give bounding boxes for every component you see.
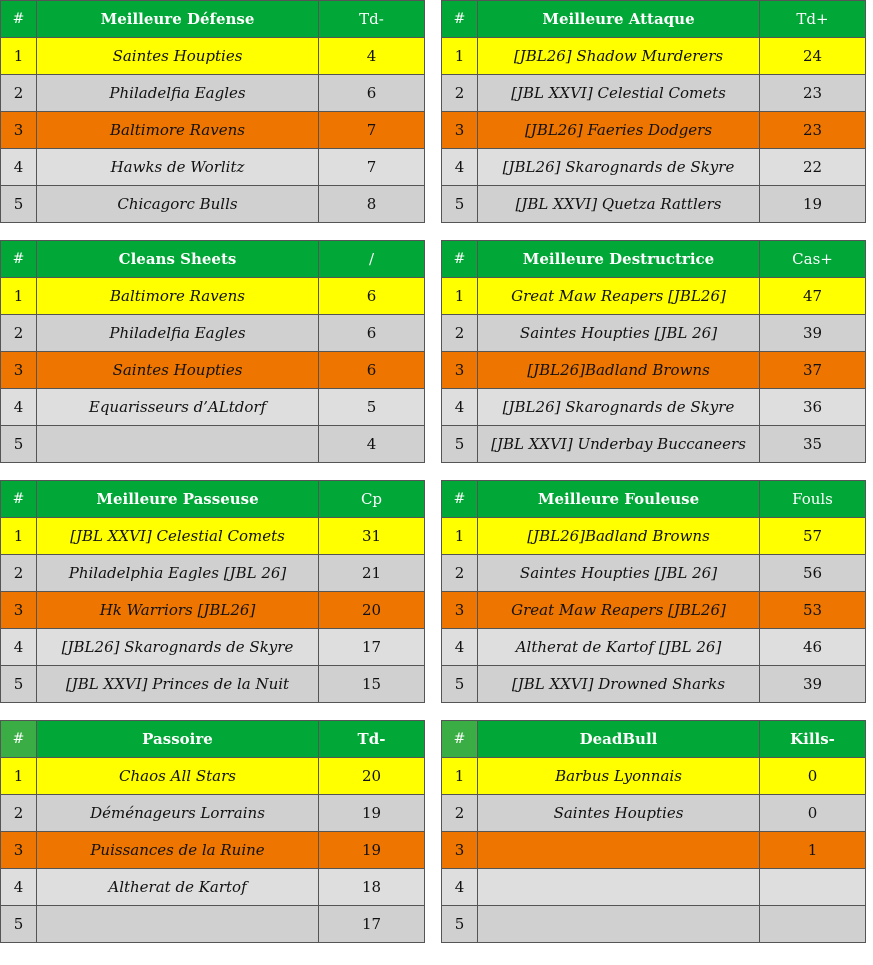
team-name-cell: Philadelphia Eagles [JBL 26] bbox=[37, 555, 319, 592]
rank-column-header: # bbox=[442, 721, 478, 758]
stat-value-cell: 6 bbox=[319, 352, 425, 389]
stat-value-cell: 53 bbox=[760, 592, 866, 629]
rank-cell: 2 bbox=[442, 315, 478, 352]
table-meilleure-destructrice bbox=[441, 240, 866, 463]
team-name-cell: Saintes Houpties [JBL 26] bbox=[478, 555, 760, 592]
team-name-cell: Baltimore Ravens bbox=[37, 112, 319, 149]
rank-column-header: # bbox=[1, 1, 37, 38]
table-row bbox=[442, 149, 866, 186]
rank-cell: 3 bbox=[442, 352, 478, 389]
table-row bbox=[442, 869, 866, 906]
team-name-cell bbox=[478, 906, 760, 943]
table-row bbox=[1, 795, 425, 832]
stat-value-cell: 31 bbox=[319, 518, 425, 555]
team-name-cell: Puissances de la Ruine bbox=[37, 832, 319, 869]
rank-cell: 4 bbox=[1, 869, 37, 906]
team-name-cell: [JBL26] Skarognards de Skyre bbox=[478, 149, 760, 186]
rank-cell: 1 bbox=[442, 518, 478, 555]
stat-value-cell: 1 bbox=[760, 832, 866, 869]
rank-cell: 4 bbox=[442, 389, 478, 426]
team-name-cell: [JBL XXVI] Princes de la Nuit bbox=[37, 666, 319, 703]
table-header-row bbox=[1, 481, 425, 518]
table-header-row bbox=[1, 1, 425, 38]
stat-column-header: Cp bbox=[319, 481, 425, 518]
table-row bbox=[442, 629, 866, 666]
rank-cell: 1 bbox=[1, 758, 37, 795]
team-name-cell bbox=[37, 426, 319, 463]
rank-cell: 3 bbox=[1, 832, 37, 869]
table-row bbox=[1, 315, 425, 352]
stat-value-cell: 47 bbox=[760, 278, 866, 315]
team-name-cell: [JBL26] Skarognards de Skyre bbox=[478, 389, 760, 426]
rank-cell: 3 bbox=[442, 112, 478, 149]
rank-cell: 2 bbox=[1, 75, 37, 112]
table-row bbox=[1, 906, 425, 943]
table-row bbox=[1, 758, 425, 795]
stat-column-header: Cas+ bbox=[760, 241, 866, 278]
table-row bbox=[1, 426, 425, 463]
stat-value-cell: 19 bbox=[319, 795, 425, 832]
rank-column-header: # bbox=[442, 481, 478, 518]
table-row bbox=[1, 149, 425, 186]
stat-value-cell: 6 bbox=[319, 278, 425, 315]
table-title: Meilleure Défense bbox=[37, 1, 319, 38]
stat-value-cell: 7 bbox=[319, 112, 425, 149]
stat-value-cell: 5 bbox=[319, 389, 425, 426]
rank-cell: 2 bbox=[442, 75, 478, 112]
team-name-cell bbox=[478, 869, 760, 906]
team-name-cell: Saintes Houpties [JBL 26] bbox=[478, 315, 760, 352]
stat-value-cell: 19 bbox=[319, 832, 425, 869]
table-row bbox=[442, 592, 866, 629]
table-meilleure-passeuse bbox=[0, 480, 425, 703]
table-row bbox=[1, 112, 425, 149]
team-name-cell: Baltimore Ravens bbox=[37, 278, 319, 315]
stat-value-cell: 39 bbox=[760, 666, 866, 703]
table-meilleure-attaque bbox=[441, 0, 866, 223]
rank-cell: 5 bbox=[442, 426, 478, 463]
team-name-cell: Barbus Lyonnais bbox=[478, 758, 760, 795]
team-name-cell: Saintes Houpties bbox=[37, 352, 319, 389]
table-row bbox=[1, 869, 425, 906]
team-name-cell: [JBL26]Badland Browns bbox=[478, 352, 760, 389]
stat-column-header: Fouls bbox=[760, 481, 866, 518]
table-row bbox=[442, 832, 866, 869]
team-name-cell bbox=[37, 906, 319, 943]
table-deadbull bbox=[441, 720, 866, 943]
table-row bbox=[442, 758, 866, 795]
rank-column-header: # bbox=[1, 241, 37, 278]
table-header-row bbox=[442, 241, 866, 278]
rank-cell: 3 bbox=[1, 112, 37, 149]
rank-column-header: # bbox=[1, 481, 37, 518]
table-row bbox=[1, 352, 425, 389]
rank-cell: 3 bbox=[1, 352, 37, 389]
table-row bbox=[442, 75, 866, 112]
stat-value-cell: 17 bbox=[319, 906, 425, 943]
team-name-cell: Chicagorc Bulls bbox=[37, 186, 319, 223]
stat-value-cell: 23 bbox=[760, 75, 866, 112]
stat-value-cell: 46 bbox=[760, 629, 866, 666]
rank-cell: 4 bbox=[1, 629, 37, 666]
stat-value-cell bbox=[760, 906, 866, 943]
stat-column-header: / bbox=[319, 241, 425, 278]
rank-cell: 3 bbox=[442, 832, 478, 869]
table-meilleure-fouleuse bbox=[441, 480, 866, 703]
table-row bbox=[1, 186, 425, 223]
team-name-cell: Philadelfia Eagles bbox=[37, 315, 319, 352]
stat-value-cell: 36 bbox=[760, 389, 866, 426]
stat-value-cell: 24 bbox=[760, 38, 866, 75]
table-passoire bbox=[0, 720, 425, 943]
table-meilleure-defense bbox=[0, 0, 425, 223]
team-name-cell: Altherat de Kartof [JBL 26] bbox=[478, 629, 760, 666]
stat-value-cell: 20 bbox=[319, 592, 425, 629]
stat-value-cell: 4 bbox=[319, 426, 425, 463]
rank-cell: 1 bbox=[442, 278, 478, 315]
stat-value-cell: 56 bbox=[760, 555, 866, 592]
rank-cell: 1 bbox=[442, 758, 478, 795]
team-name-cell: [JBL26] Faeries Dodgers bbox=[478, 112, 760, 149]
table-row bbox=[442, 315, 866, 352]
table-row bbox=[442, 352, 866, 389]
table-row bbox=[1, 666, 425, 703]
rank-cell: 5 bbox=[1, 906, 37, 943]
rank-cell: 2 bbox=[442, 795, 478, 832]
stat-value-cell: 20 bbox=[319, 758, 425, 795]
rank-cell: 4 bbox=[442, 629, 478, 666]
table-row bbox=[1, 555, 425, 592]
team-name-cell: Chaos All Stars bbox=[37, 758, 319, 795]
stat-value-cell: 39 bbox=[760, 315, 866, 352]
stat-value-cell: 4 bbox=[319, 38, 425, 75]
rank-cell: 5 bbox=[1, 666, 37, 703]
rank-column-header: # bbox=[442, 241, 478, 278]
team-name-cell: [JBL XXVI] Quetza Rattlers bbox=[478, 186, 760, 223]
stat-value-cell: 15 bbox=[319, 666, 425, 703]
team-name-cell: Hawks de Worlitz bbox=[37, 149, 319, 186]
rank-cell: 2 bbox=[442, 555, 478, 592]
team-name-cell: [JBL XXVI] Drowned Sharks bbox=[478, 666, 760, 703]
rank-cell: 5 bbox=[442, 666, 478, 703]
rank-cell: 5 bbox=[1, 186, 37, 223]
stat-value-cell: 21 bbox=[319, 555, 425, 592]
rank-column-header: # bbox=[442, 1, 478, 38]
team-name-cell: Saintes Houpties bbox=[478, 795, 760, 832]
rank-cell: 1 bbox=[442, 38, 478, 75]
table-row bbox=[1, 518, 425, 555]
table-row bbox=[442, 795, 866, 832]
rank-cell: 3 bbox=[442, 592, 478, 629]
stat-value-cell: 8 bbox=[319, 186, 425, 223]
table-title: Meilleure Destructrice bbox=[478, 241, 760, 278]
team-name-cell: Saintes Houpties bbox=[37, 38, 319, 75]
team-name-cell: Great Maw Reapers [JBL26] bbox=[478, 278, 760, 315]
table-title: Meilleure Attaque bbox=[478, 1, 760, 38]
table-header-row bbox=[442, 1, 866, 38]
stat-value-cell: 17 bbox=[319, 629, 425, 666]
stat-column-header: Td- bbox=[319, 721, 425, 758]
table-row bbox=[442, 112, 866, 149]
stat-value-cell: 7 bbox=[319, 149, 425, 186]
table-title: Cleans Sheets bbox=[37, 241, 319, 278]
stat-column-header: Td+ bbox=[760, 1, 866, 38]
stat-value-cell: 0 bbox=[760, 758, 866, 795]
stat-value-cell: 6 bbox=[319, 315, 425, 352]
stat-value-cell: 57 bbox=[760, 518, 866, 555]
rank-cell: 1 bbox=[1, 518, 37, 555]
table-row bbox=[1, 75, 425, 112]
table-header-row bbox=[442, 721, 866, 758]
team-name-cell bbox=[478, 832, 760, 869]
stat-value-cell: 35 bbox=[760, 426, 866, 463]
rank-cell: 5 bbox=[442, 906, 478, 943]
rank-cell: 1 bbox=[1, 38, 37, 75]
table-row bbox=[442, 906, 866, 943]
rank-cell: 4 bbox=[1, 149, 37, 186]
team-name-cell: Great Maw Reapers [JBL26] bbox=[478, 592, 760, 629]
team-name-cell: [JBL26]Badland Browns bbox=[478, 518, 760, 555]
table-row bbox=[442, 278, 866, 315]
table-row bbox=[442, 666, 866, 703]
stat-value-cell: 6 bbox=[319, 75, 425, 112]
rank-cell: 2 bbox=[1, 795, 37, 832]
team-name-cell: [JBL26] Shadow Murderers bbox=[478, 38, 760, 75]
table-header-row bbox=[442, 481, 866, 518]
stat-value-cell bbox=[760, 869, 866, 906]
stat-value-cell: 37 bbox=[760, 352, 866, 389]
rank-cell: 2 bbox=[1, 555, 37, 592]
rank-column-header: # bbox=[1, 721, 37, 758]
table-row bbox=[442, 518, 866, 555]
rank-cell: 3 bbox=[1, 592, 37, 629]
table-header-row bbox=[1, 241, 425, 278]
table-row bbox=[442, 426, 866, 463]
rank-cell: 4 bbox=[1, 389, 37, 426]
rank-cell: 5 bbox=[1, 426, 37, 463]
team-name-cell: [JBL26] Skarognards de Skyre bbox=[37, 629, 319, 666]
table-title: Passoire bbox=[37, 721, 319, 758]
rank-cell: 4 bbox=[442, 869, 478, 906]
table-row bbox=[1, 629, 425, 666]
rank-cell: 5 bbox=[442, 186, 478, 223]
team-name-cell: Altherat de Kartof bbox=[37, 869, 319, 906]
table-header-row bbox=[1, 721, 425, 758]
table-row bbox=[1, 592, 425, 629]
stat-value-cell: 18 bbox=[319, 869, 425, 906]
table-row bbox=[1, 389, 425, 426]
rank-cell: 4 bbox=[442, 149, 478, 186]
table-title: DeadBull bbox=[478, 721, 760, 758]
team-name-cell: [JBL XXVI] Underbay Buccaneers bbox=[478, 426, 760, 463]
team-name-cell: Hk Warriors [JBL26] bbox=[37, 592, 319, 629]
table-row bbox=[442, 38, 866, 75]
table-row bbox=[442, 389, 866, 426]
team-name-cell: Equarisseurs d’ALtdorf bbox=[37, 389, 319, 426]
stat-column-header: Td- bbox=[319, 1, 425, 38]
table-row bbox=[1, 832, 425, 869]
team-name-cell: [JBL XXVI] Celestial Comets bbox=[37, 518, 319, 555]
stat-value-cell: 22 bbox=[760, 149, 866, 186]
table-row bbox=[442, 186, 866, 223]
table-row bbox=[442, 555, 866, 592]
table-cleans-sheets bbox=[0, 240, 425, 463]
table-title: Meilleure Fouleuse bbox=[478, 481, 760, 518]
stat-column-header: Kills- bbox=[760, 721, 866, 758]
table-row bbox=[1, 278, 425, 315]
team-name-cell: Déménageurs Lorrains bbox=[37, 795, 319, 832]
team-name-cell: Philadelfia Eagles bbox=[37, 75, 319, 112]
stat-value-cell: 19 bbox=[760, 186, 866, 223]
rank-cell: 2 bbox=[1, 315, 37, 352]
table-row bbox=[1, 38, 425, 75]
team-name-cell: [JBL XXVI] Celestial Comets bbox=[478, 75, 760, 112]
rank-cell: 1 bbox=[1, 278, 37, 315]
table-title: Meilleure Passeuse bbox=[37, 481, 319, 518]
stat-value-cell: 0 bbox=[760, 795, 866, 832]
stat-value-cell: 23 bbox=[760, 112, 866, 149]
